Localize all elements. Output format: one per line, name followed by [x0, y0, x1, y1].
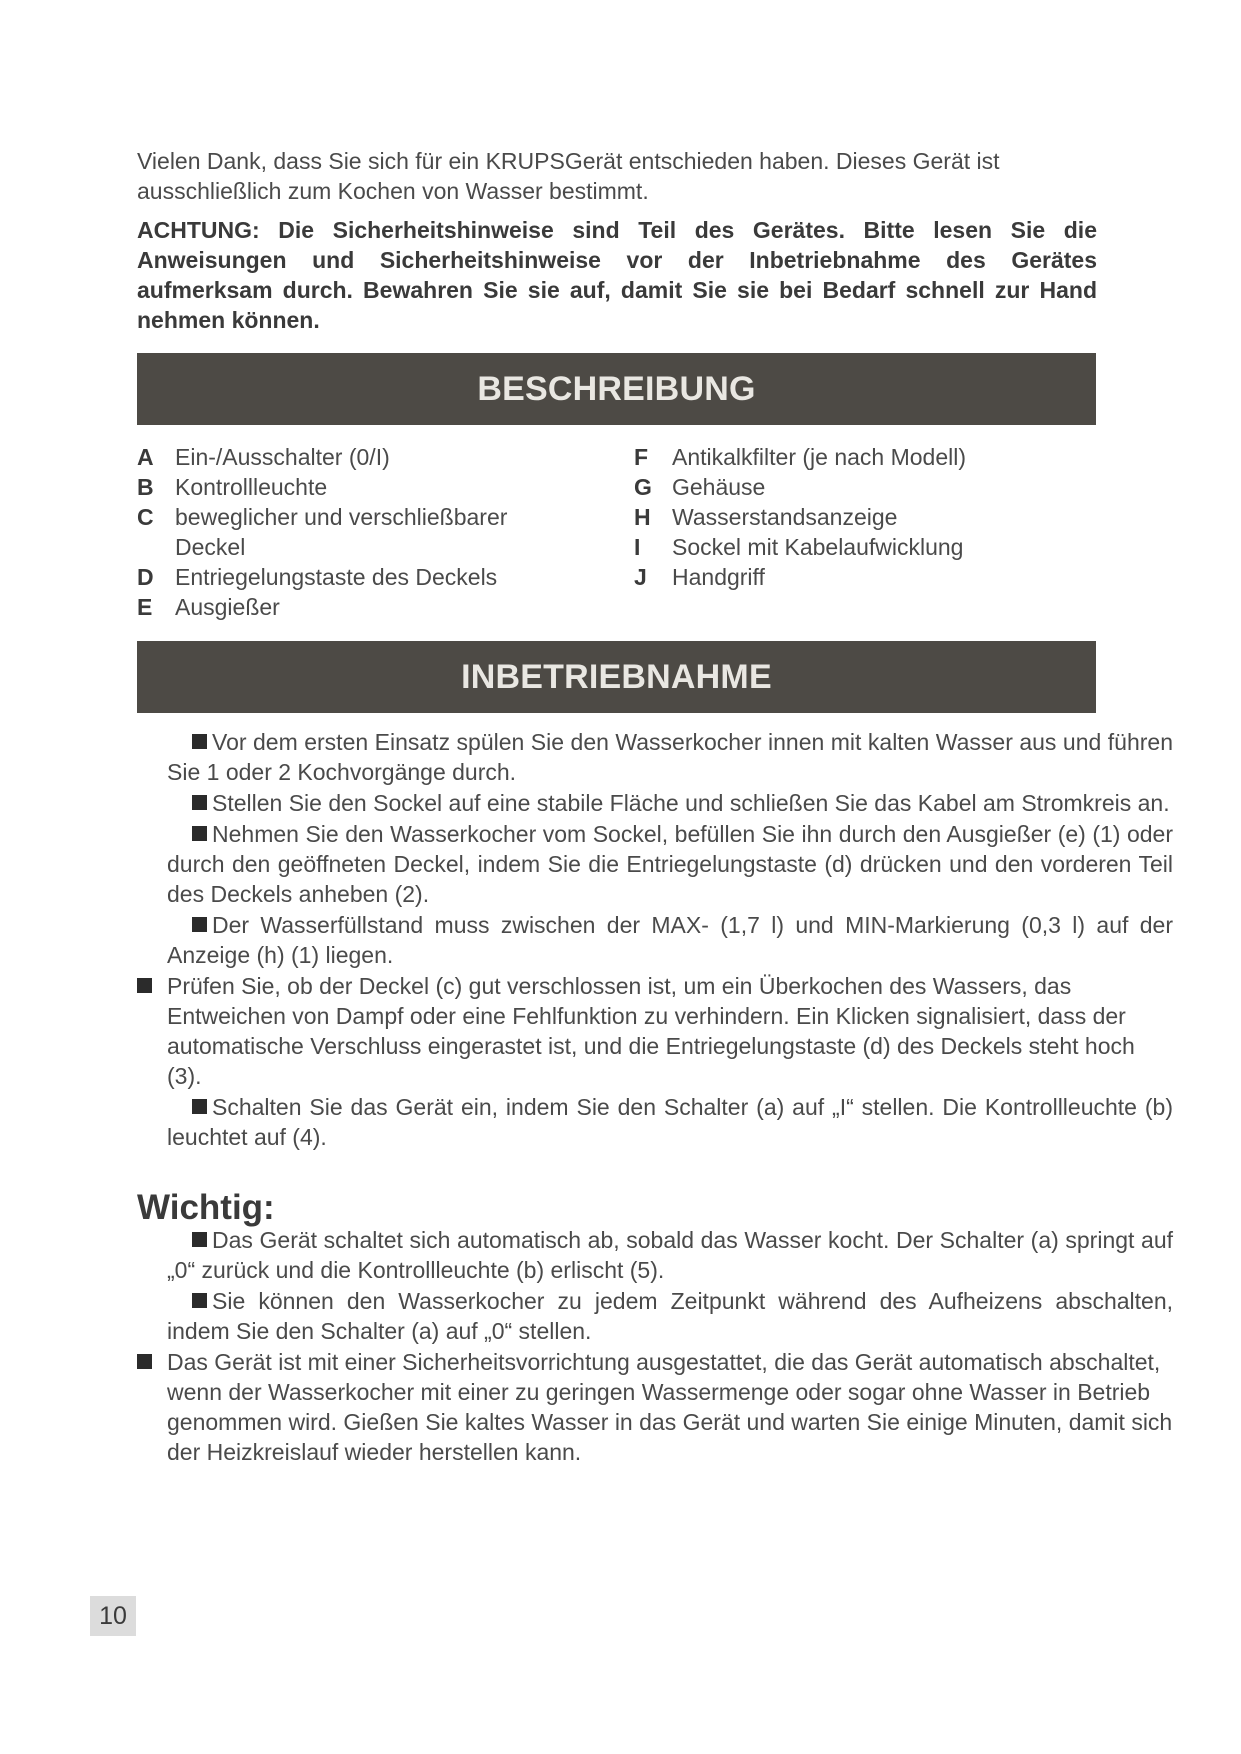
square-bullet-icon [192, 1293, 207, 1308]
part-label: Gehäuse [672, 474, 766, 500]
part-letter: E [137, 594, 153, 620]
part-letter: F [634, 444, 649, 470]
section-header-inbetriebnahme: INBETRIEBNAHME [137, 641, 1096, 713]
instruction-text: Nehmen Sie den Wasserkocher vom Sockel, befüllen Sie ihn durch den Ausgießer (e) (1) oder durch den geöffneten Deckel, indem Sie die Entriegelungstaste (d) drücken und den vorderen Teil des Deckels anheben (2). [167, 821, 1173, 907]
part-item [137, 592, 577, 622]
important-text: Das Gerät schaltet sich automatisch ab, sobald das Wasser kocht. Der Schalter (a) springt auf „0“ zurück und die Kontrollleuchte (b) erlischt (5). [167, 1227, 1173, 1283]
instruction-text: Stellen Sie den Sockel auf eine stabile Fläche und schließen Sie das Kabel am Stromkreis an. [212, 790, 1170, 816]
important-notes [137, 1225, 1173, 1468]
intro-text: Vielen Dank, dass Sie sich für ein KRUPSGerät entschieden haben. Dieses Gerät ist ausschließlich zum Kochen von Wasser bestimmt. [137, 148, 1000, 204]
part-label: Wasserstandsanzeige [672, 504, 898, 530]
part-item [634, 502, 1074, 532]
instruction-item [137, 910, 1173, 970]
instruction-item [137, 1092, 1173, 1152]
part-label: Kontrollleuchte [175, 474, 328, 500]
square-bullet-icon [137, 1354, 152, 1369]
part-item [634, 472, 1074, 502]
part-item [137, 442, 577, 472]
square-bullet-icon [192, 795, 207, 810]
setup-instructions [137, 727, 1173, 1153]
part-label: Ein-/Ausschalter (0/I) [175, 444, 390, 470]
important-item [137, 1347, 1173, 1467]
part-letter: G [634, 474, 652, 500]
parts-list-right [634, 442, 1074, 592]
part-item [137, 502, 577, 562]
part-label: Entriegelungstaste des Deckels [175, 564, 498, 590]
instruction-item [137, 971, 1173, 1091]
square-bullet-icon [192, 917, 207, 932]
instruction-item [137, 727, 1173, 787]
part-label: Sockel mit Kabelaufwicklung [672, 534, 964, 560]
part-label: Ausgießer [175, 594, 280, 620]
square-bullet-icon [192, 1232, 207, 1247]
part-letter: C [137, 504, 154, 530]
part-item [137, 562, 577, 592]
part-item [634, 562, 1074, 592]
part-label: beweglicher und verschließbarer Deckel [175, 504, 508, 560]
section-header-beschreibung: BESCHREIBUNG [137, 353, 1096, 425]
parts-list-left [137, 442, 577, 622]
instruction-text: Der Wasserfüllstand muss zwischen der MAX- (1,7 l) und MIN-Markierung (0,3 l) auf der Anzeige (h) (1) liegen. [167, 912, 1173, 968]
part-label: Handgriff [672, 564, 765, 590]
important-text: Das Gerät ist mit einer Sicherheitsvorrichtung ausgestattet, die das Gerät automatisch abschaltet, wenn der Wasserkocher mit einer zu geringen Wassermenge oder sogar ohne Wasser in Betrieb genommen wird. Gießen Sie kaltes Wasser in das Gerät und warten Sie einige Minuten, damit sich der Heizkreislauf wieder herstellen kann. [167, 1349, 1173, 1465]
part-item [137, 472, 577, 502]
square-bullet-icon [192, 1099, 207, 1114]
part-letter: D [137, 564, 154, 590]
part-item [634, 442, 1074, 472]
instruction-text: Prüfen Sie, ob der Deckel (c) gut verschlossen ist, um ein Überkochen des Wassers, das Entweichen von Dampf oder eine Fehlfunktion zu verhindern. Ein Klicken signalisiert, dass der automatische Verschluss eingerastet ist, und die Entriegelungstaste (d) des Deckels steht hoch (3). [167, 973, 1135, 1089]
instruction-text: Schalten Sie das Gerät ein, indem Sie den Schalter (a) auf „I“ stellen. Die Kontrollleuchte (b) leuchtet auf (4). [167, 1094, 1173, 1150]
important-heading: Wichtig: [137, 1188, 275, 1227]
part-letter: H [634, 504, 651, 530]
safety-warning: ACHTUNG: Die Sicherheitshinweise sind Teil des Gerätes. Bitte lesen Sie die Anweisungen und Sicherheitshinweise vor der Inbetriebnahme des Gerätes aufmerksam durch. Bewahren Sie sie auf, damit Sie sie bei Bedarf schnell zur Hand nehmen können. [137, 217, 1097, 333]
instruction-item [137, 788, 1173, 818]
instruction-text: Vor dem ersten Einsatz spülen Sie den Wasserkocher innen mit kalten Wasser aus und führen Sie 1 oder 2 Kochvorgänge durch. [167, 729, 1173, 785]
part-letter: J [634, 564, 647, 590]
square-bullet-icon [137, 978, 152, 993]
part-letter: B [137, 474, 154, 500]
part-label: Antikalkfilter (je nach Modell) [672, 444, 967, 470]
square-bullet-icon [192, 734, 207, 749]
important-item [137, 1286, 1173, 1346]
important-item [137, 1225, 1173, 1285]
part-letter: A [137, 444, 154, 470]
square-bullet-icon [192, 826, 207, 841]
part-letter: I [634, 534, 641, 560]
instruction-item [137, 819, 1173, 909]
part-item [634, 532, 1074, 562]
important-text: Sie können den Wasserkocher zu jedem Zeitpunkt während des Aufheizens abschalten, indem Sie den Schalter (a) auf „0“ stellen. [167, 1288, 1173, 1344]
page-number: 10 [90, 1596, 136, 1636]
